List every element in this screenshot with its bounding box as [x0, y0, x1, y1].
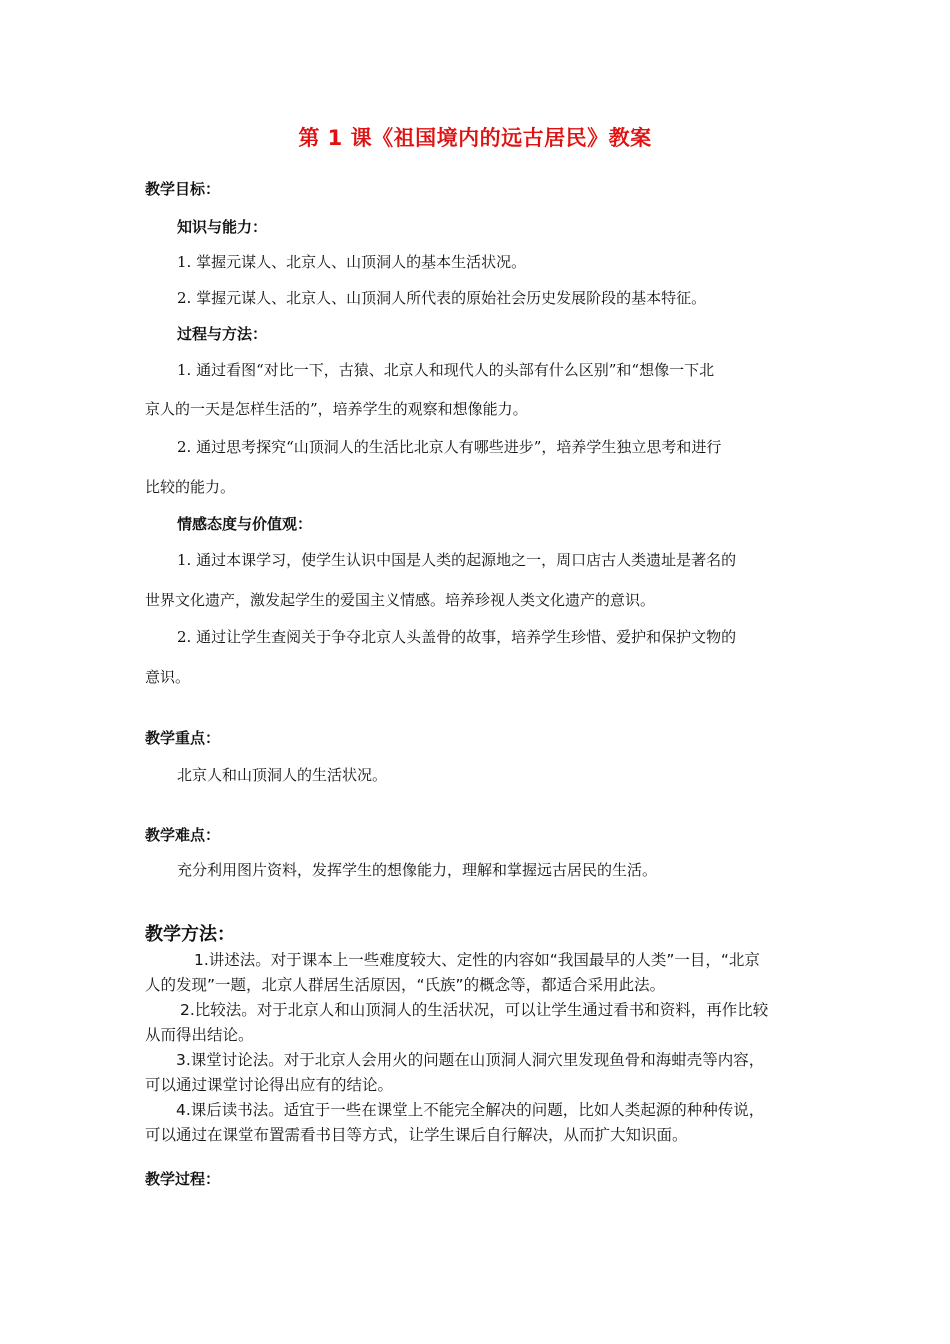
method-3-line-1: 3.课堂讨论法。对于北京人会用火的问题在山顶洞人洞穴里发现鱼骨和海蚶壳等内容，	[176, 1051, 765, 1069]
knowledge-item-2: 2. 掌握元谋人、北京人、山顶洞人所代表的原始社会历史发展阶段的基本特征。	[177, 289, 707, 307]
method-1-line-2: 人的发现”一题，北京人群居生活原因，“氏族”的概念等，都适合采用此法。	[145, 976, 666, 994]
method-3-line-2: 可以通过课堂讨论得出应有的结论。	[145, 1076, 394, 1094]
difficult-points-heading: 教学难点：	[145, 826, 221, 844]
process-method-heading: 过程与方法：	[177, 325, 268, 343]
knowledge-heading: 知识与能力：	[177, 218, 268, 236]
method-4-line-2: 可以通过在课堂布置需看书目等方式，让学生课后自行解决，从而扩大知识面。	[145, 1126, 688, 1144]
key-points-text: 北京人和山顶洞人的生活状况。	[177, 766, 388, 784]
process-item-1-line-2: 京人的一天是怎样生活的”，培养学生的观察和想像能力。	[145, 400, 528, 418]
emotion-item-2-line-1: 2. 通过让学生查阅关于争夺北京人头盖骨的故事，培养学生珍惜、爱护和保护文物的	[177, 628, 737, 646]
key-points-heading: 教学重点：	[145, 729, 221, 747]
process-item-1-line-1: 1. 通过看图“对比一下，古猿、北京人和现代人的头部有什么区别”和“想像一下北	[177, 361, 715, 379]
process-item-2-line-2: 比较的能力。	[145, 478, 236, 496]
goals-heading: 教学目标：	[145, 180, 221, 198]
method-4-line-1: 4.课后读书法。适宜于一些在课堂上不能完全解决的问题，比如人类起源的种种传说，	[176, 1101, 765, 1119]
difficult-points-text: 充分利用图片资料，发挥学生的想像能力，理解和掌握远古居民的生活。	[177, 861, 658, 879]
emotion-item-2-line-2: 意识。	[145, 668, 191, 686]
process-item-2-line-1: 2. 通过思考探究“山顶洞人的生活比北京人有哪些进步”，培养学生独立思考和进行	[177, 438, 722, 456]
methods-heading: 教学方法：	[145, 924, 235, 945]
teaching-process-heading: 教学过程：	[145, 1170, 221, 1188]
method-2-line-2: 从而得出结论。	[145, 1026, 254, 1044]
page-title: 第 1 课《祖国境内的远古居民》教案	[298, 126, 652, 150]
emotion-item-1-line-1: 1. 通过本课学习，使学生认识中国是人类的起源地之一，周口店古人类遗址是著名的	[177, 551, 737, 569]
knowledge-item-1: 1. 掌握元谋人、北京人、山顶洞人的基本生活状况。	[177, 253, 527, 271]
method-2-line-1: 2.比较法。对于北京人和山顶洞人的生活状况，可以让学生通过看书和资料，再作比较	[180, 1001, 769, 1019]
emotion-heading: 情感态度与价值观：	[177, 515, 313, 533]
emotion-item-1-line-2: 世界文化遗产，激发起学生的爱国主义情感。培养珍视人类文化遗产的意识。	[145, 591, 656, 609]
method-1-line-1: 1.讲述法。对于课本上一些难度较大、定性的内容如“我国最早的人类”一目，“北京	[194, 951, 760, 969]
